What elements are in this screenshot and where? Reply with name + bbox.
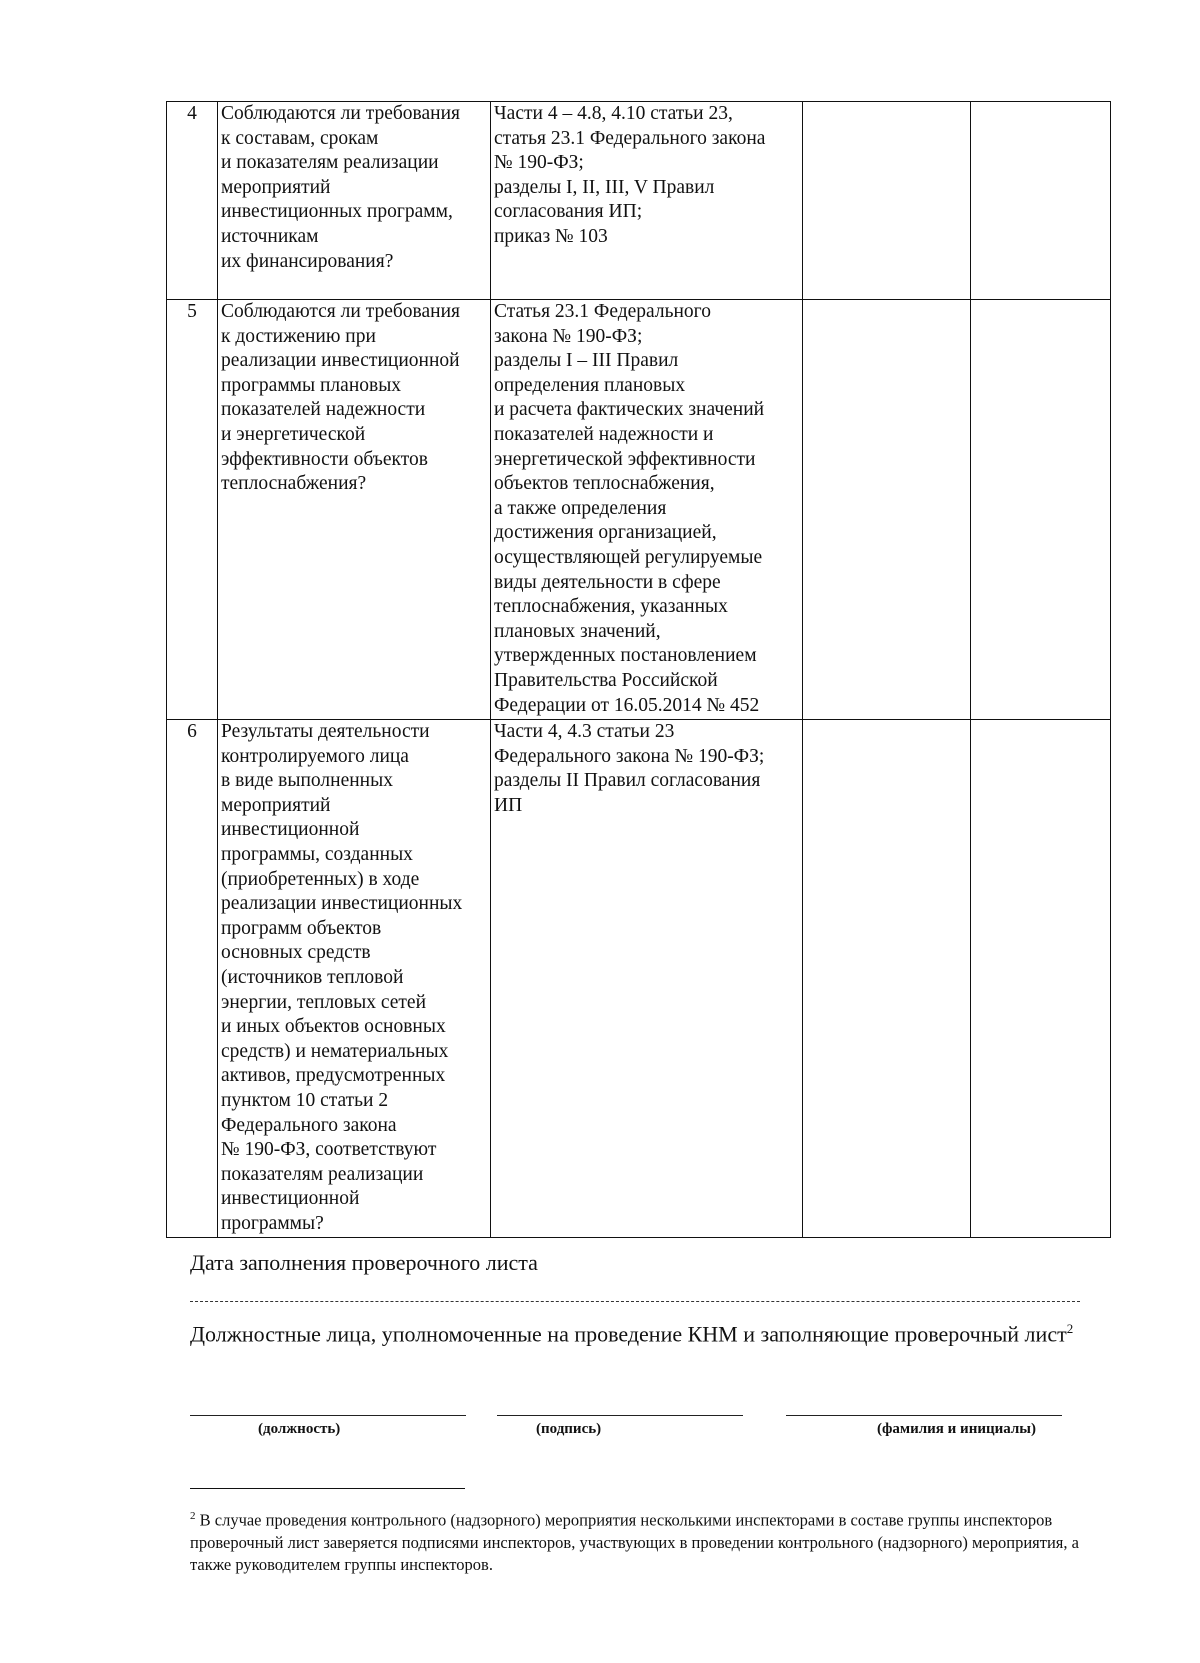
note-cell: [971, 102, 1111, 300]
date-label: Дата заполнения проверочного листа: [190, 1250, 538, 1275]
footnote-separator: [190, 1488, 465, 1489]
row-number: 6: [167, 720, 218, 1238]
answer-cell: [803, 102, 971, 300]
question-cell: Соблюдаются ли требования к составам, срокам и показателям реализации мероприятий инвестиционных программ, источникам их финансирования?: [218, 102, 491, 300]
officials-label: [190, 1316, 1090, 1347]
row-number: 4: [167, 102, 218, 300]
legal-basis-cell: Части 4 – 4.8, 4.10 статьи 23, статья 23.1 Федерального закона № 190-ФЗ; разделы I, II, III, V Правил согласования ИП; приказ № 103: [491, 102, 803, 300]
question-cell: Соблюдаются ли требования к достижению при реализации инвестиционной программы плановых показателей надежности и энергетической эффективности объектов теплоснабжения?: [218, 300, 491, 720]
table-row: [167, 300, 1111, 720]
legal-basis-cell: Части 4, 4.3 статьи 23 Федерального закона № 190-ФЗ; разделы II Правил согласования ИП: [491, 720, 803, 1238]
question-cell: Результаты деятельности контролируемого лица в виде выполненных мероприятий инвестиционной программы, созданных (приобретенных) в ходе реализации инвестиционных программ объектов основных средств (источников тепловой энергии, тепловых сетей и иных объектов основных средств) и нематериальных активов, предусмотренных пунктом 10 статьи 2 Федерального закона № 190-ФЗ, соответствуют показателям реализации инвестиционной программы?: [218, 720, 491, 1238]
table-row: [167, 720, 1111, 1238]
signature-fill-line: [497, 1415, 743, 1416]
row-number: 5: [167, 300, 218, 720]
signature-caption: (подпись): [536, 1421, 602, 1437]
footnote: [190, 1505, 1095, 1576]
footnote-text: В случае проведения контрольного (надзорного) мероприятия несколькими инспекторами в составе группы инспекторов проверочный лист заверяется подписями инспекторов, участвующих в проведении контрольного (надзорного) мероприятия, а также руководителем группы инспекторов.: [190, 1510, 1079, 1574]
date-fill-line: [190, 1301, 1080, 1302]
answer-cell: [803, 300, 971, 720]
checklist-table: [166, 101, 1111, 1238]
footnote-mark: 2: [190, 1510, 196, 1522]
footnote-ref: 2: [1066, 1321, 1074, 1336]
name-fill-line: [786, 1415, 1062, 1416]
name-caption: (фамилия и инициалы): [877, 1421, 1037, 1437]
legal-basis-cell: Статья 23.1 Федерального закона № 190-ФЗ; разделы I – III Правил определения плановых и расчета фактических значений показателей надежности и энергетической эффективности объектов теплоснабжения, а также определения достижения организацией, осуществляющей регулируемые виды деятельности в сфере теплоснабжения, указанных плановых значений, утвержденных постановлением Правительства Российской Федерации от 16.05.2014 № 452: [491, 300, 803, 720]
table-row: [167, 102, 1111, 300]
note-cell: [971, 300, 1111, 720]
officials-text: Должностные лица, уполномоченные на проведение КНМ и заполняющие проверочный лист: [190, 1321, 1067, 1347]
position-caption: (должность): [258, 1421, 341, 1437]
answer-cell: [803, 720, 971, 1238]
note-cell: [971, 720, 1111, 1238]
position-fill-line: [190, 1415, 466, 1416]
